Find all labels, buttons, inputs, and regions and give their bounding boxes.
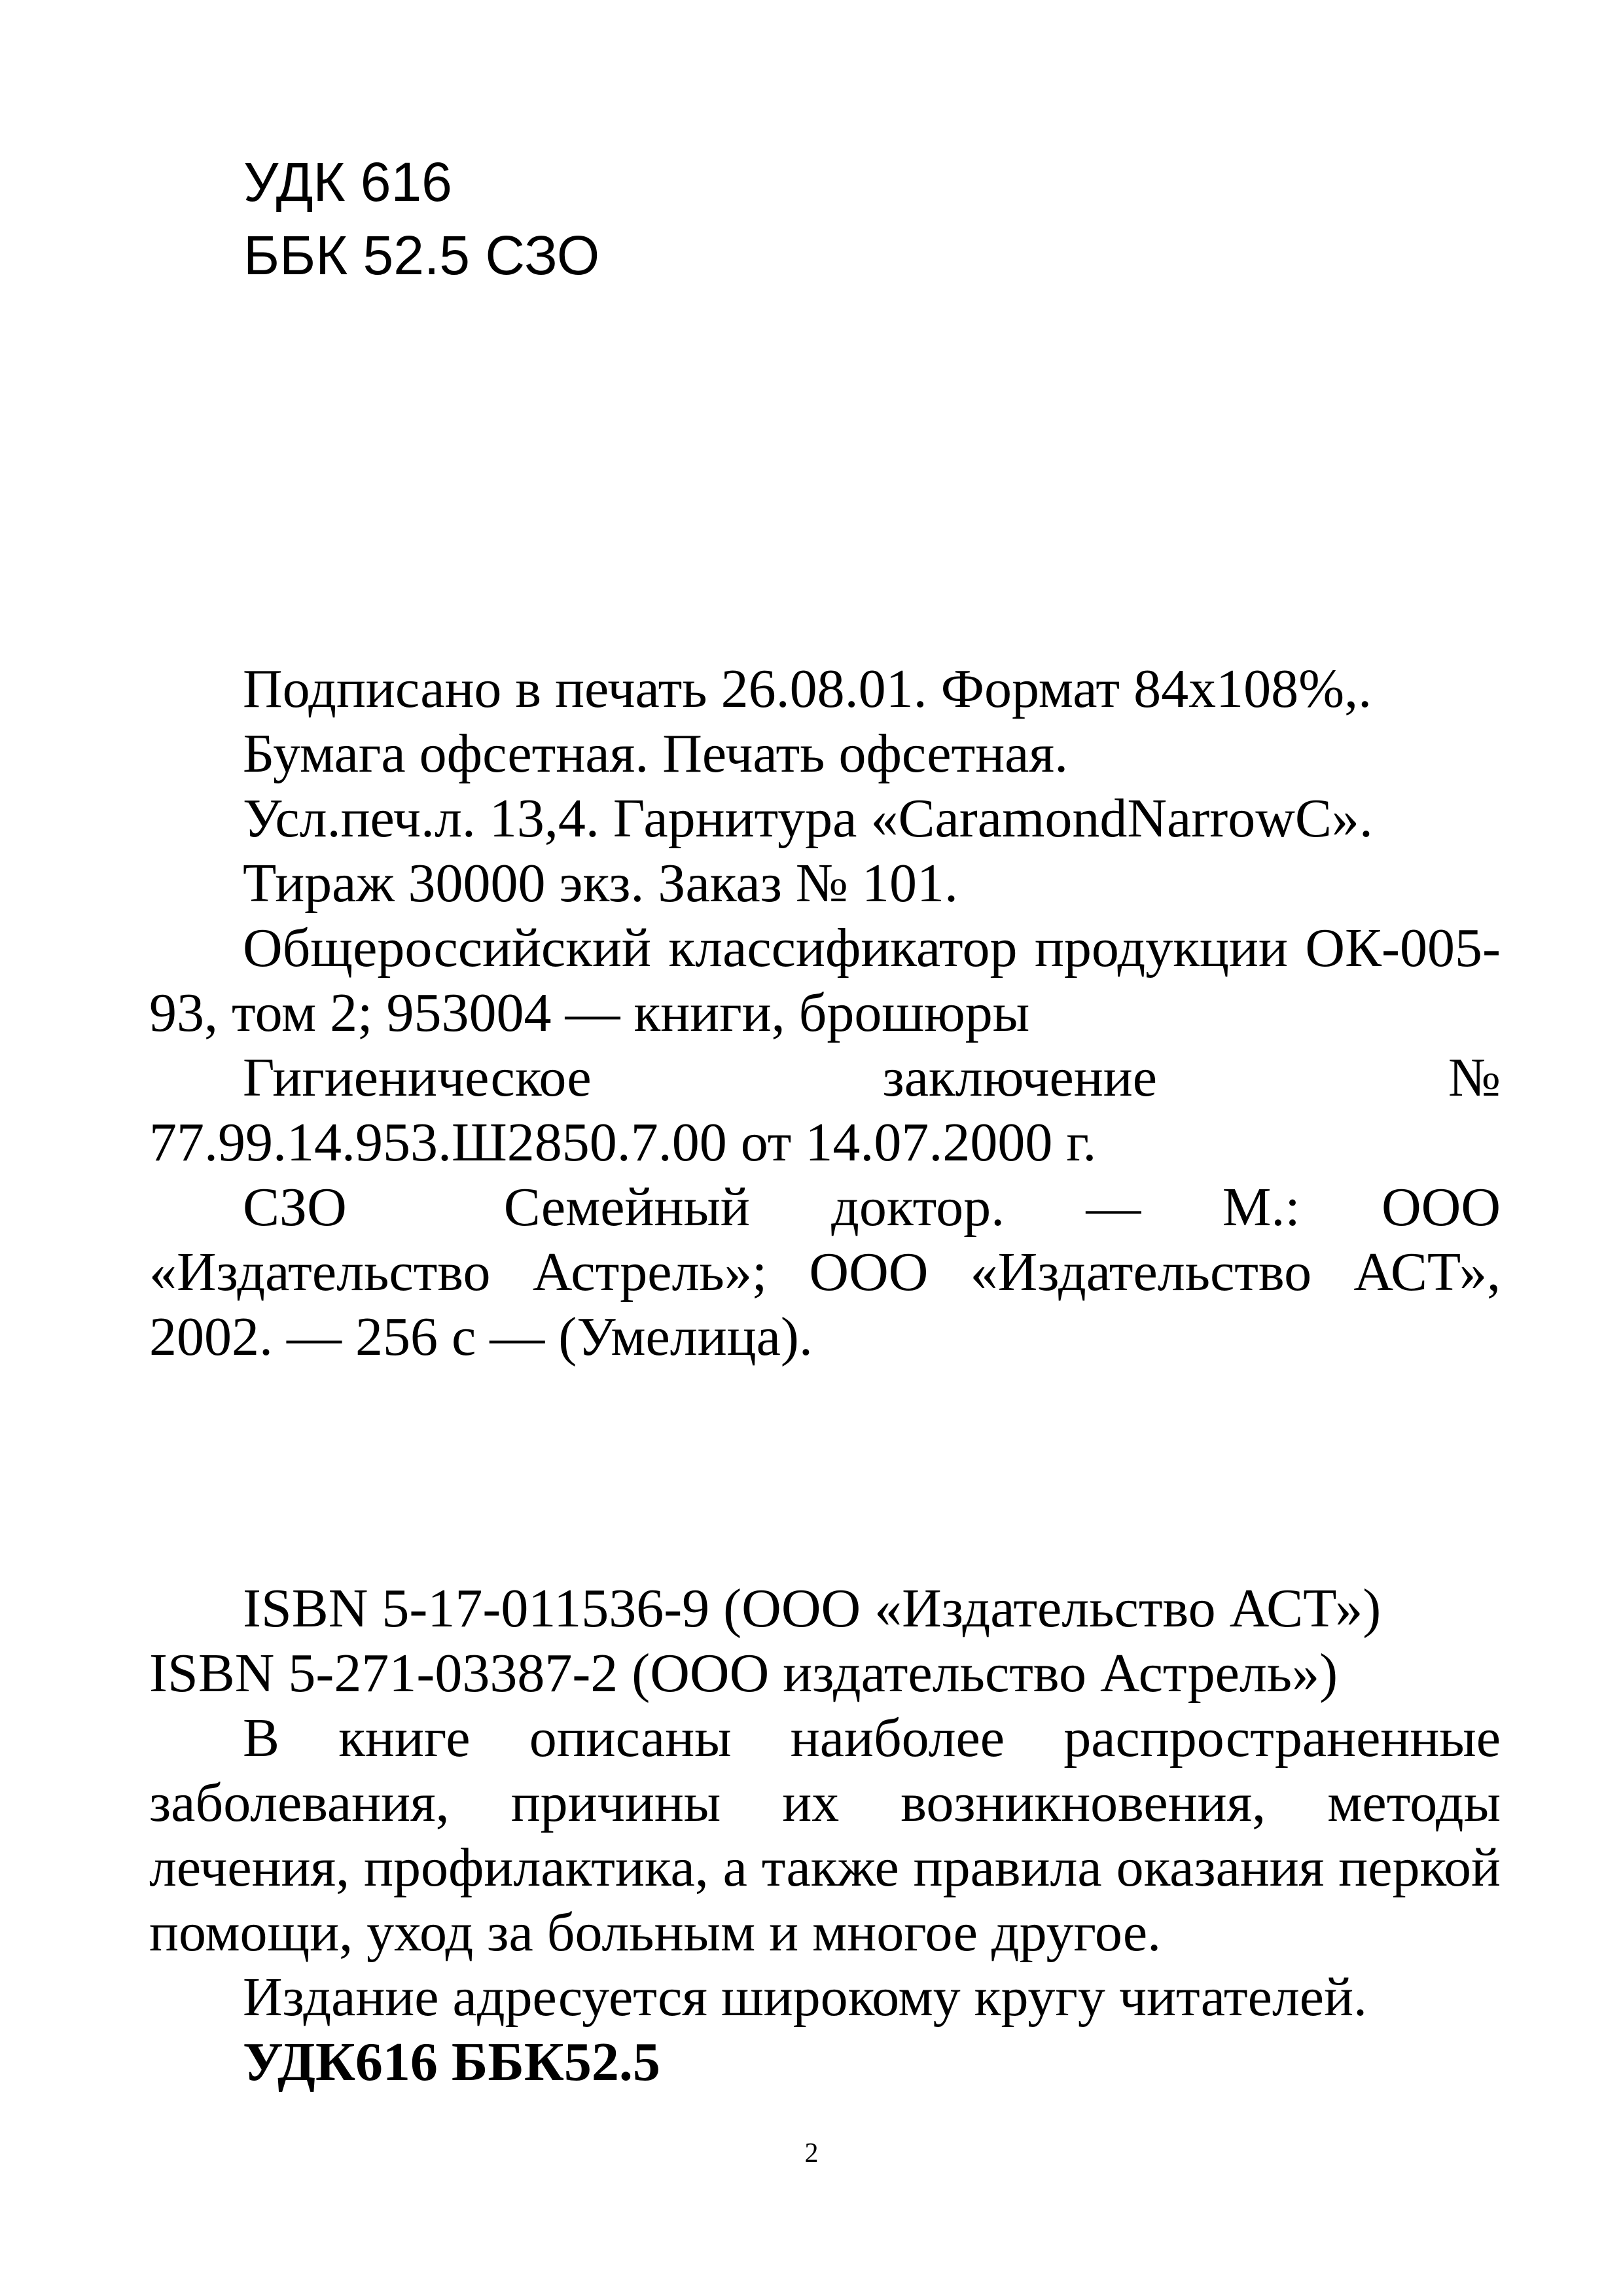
hygiene-certificate-number: 77.99.14.953.Ш2850.7.00 от 14.07.2000 г. [149, 1112, 1097, 1173]
classifier-paragraph: Общероссийский классификатор продукции ОК-005-93, том 2; 953004 — книги, брошюры [149, 918, 1501, 1043]
book-description: В книге описаны наиболее распространенные заболевания, причины их возникновения, методы лечения, профилактика, а также правила оказания перкой помощи, уход за больным и многое другое. [149, 1708, 1501, 1963]
citation-text: Семейный доктор. — М.: ООО «Издательство Астрель»; ООО «Издательство АСТ», 2002. — 256 с — (Умелица). [149, 1177, 1501, 1367]
hygiene-certificate-line: Гигиеническое заключение № [243, 1047, 1501, 1108]
bold-classification-codes: УДК616 ББК52.5 [243, 2032, 660, 2092]
signed-line: Подписано в печать 26.08.01. Формат 84x108%,. [243, 658, 1372, 719]
classification-codes [243, 145, 599, 292]
citation-paragraph [149, 1175, 1501, 1369]
udk-code: УДК 616 [243, 151, 452, 213]
run-line: Тираж 30000 экз. Заказ № 101. [243, 853, 958, 914]
isbn-astrel: ISBN 5-271-03387-2 (ООО издательство Астрель») [149, 1643, 1338, 1704]
isbn-ast: ISBN 5-17-011536-9 (ООО «Издательство АСТ») [243, 1578, 1382, 1639]
imprint-block [149, 656, 1501, 1369]
isbn-annotation-block [149, 1576, 1501, 2094]
page-number: 2 [804, 2138, 819, 2168]
paper-line: Бумага офсетная. Печать офсетная. [243, 723, 1069, 784]
sheets-line: Усл.печ.л. 13,4. Гарнитура «CaramondNarrowC». [243, 788, 1373, 849]
bbk-code: ББК 52.5 СЗО [243, 224, 600, 286]
audience-note: Издание адресуется широкому кругу читателей. [243, 1967, 1368, 2028]
citation-code: СЗО [243, 1177, 347, 1238]
